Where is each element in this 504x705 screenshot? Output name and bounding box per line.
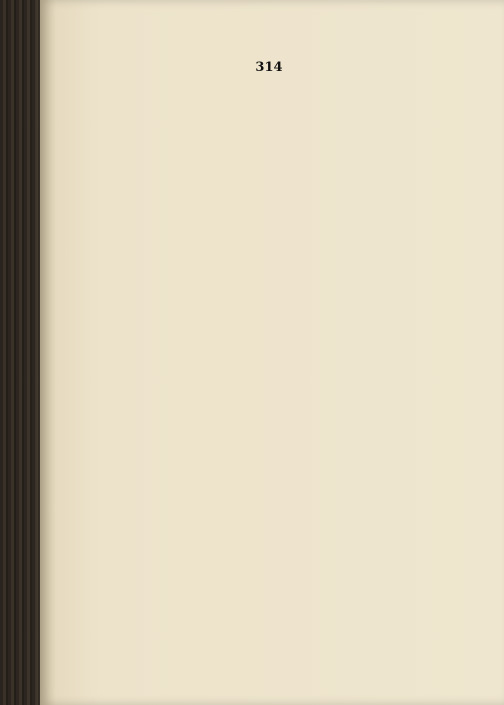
book-binding <box>0 0 40 705</box>
page-number: 314 <box>255 60 283 75</box>
body-text <box>112 84 486 674</box>
